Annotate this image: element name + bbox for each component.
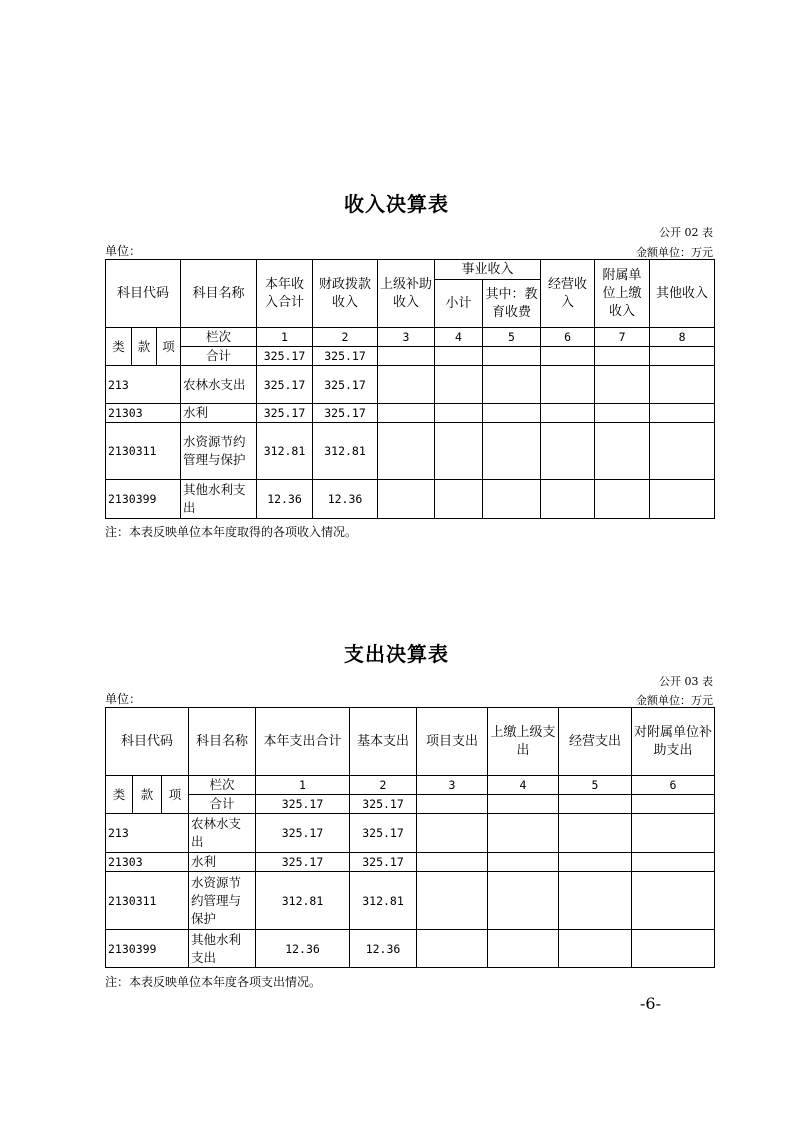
income-col-num: 4 — [435, 328, 483, 347]
expense-col-num: 6 — [632, 776, 715, 795]
income-header-kuan: 款 — [132, 328, 157, 366]
income-col-num: 8 — [650, 328, 715, 347]
expense-total-value: 325.17 — [350, 795, 417, 814]
subject-name: 其他水利支出 — [189, 930, 256, 968]
table-row — [106, 366, 715, 404]
income-header-operation: 经营收入 — [541, 260, 595, 328]
amount-total: 312.81 — [256, 872, 350, 930]
expense-form-number: 公开 03 表 — [659, 675, 713, 688]
expense-header-code: 科目代码 — [106, 708, 189, 776]
table-row — [106, 930, 715, 968]
income-header-affiliated: 附属单位上缴收入 — [595, 260, 650, 328]
subject-code: 2130311 — [106, 423, 181, 480]
income-header-edu-fee: 其中：教育收费 — [483, 280, 541, 328]
expense-col-num: 2 — [350, 776, 417, 795]
subject-name: 农林水支出 — [181, 366, 257, 404]
amount-basic: 312.81 — [350, 872, 417, 930]
expense-header-kuan: 款 — [133, 776, 162, 814]
table-row — [106, 480, 715, 519]
income-header-name: 科目名称 — [181, 260, 257, 328]
amount-total: 312.81 — [257, 423, 313, 480]
amount-fiscal: 325.17 — [313, 404, 378, 423]
subject-code: 213 — [106, 814, 189, 853]
income-total-value: 325.17 — [257, 347, 313, 366]
expense-header-total: 本年支出合计 — [256, 708, 350, 776]
expense-table — [105, 707, 715, 968]
income-unit-label: 单位： — [105, 244, 142, 258]
amount-total: 325.17 — [257, 404, 313, 423]
income-money-unit: 金额单位：万元 — [636, 246, 713, 259]
expense-title: 支出决算表 — [344, 642, 449, 666]
amount-total: 325.17 — [256, 814, 350, 853]
expense-header-superior: 上缴上级支出 — [488, 708, 559, 776]
income-title: 收入决算表 — [344, 192, 449, 216]
subject-code: 2130399 — [106, 480, 181, 519]
amount-basic: 325.17 — [350, 853, 417, 872]
table-row — [106, 423, 715, 480]
income-header-superior: 上级补助收入 — [378, 260, 435, 328]
expense-header-operation: 经营支出 — [559, 708, 632, 776]
subject-name: 水利 — [181, 404, 257, 423]
income-note: 注：本表反映单位本年度取得的各项收入情况。 — [105, 525, 358, 539]
subject-name: 水利 — [189, 853, 256, 872]
expense-header-basic: 基本支出 — [350, 708, 417, 776]
expense-header-project: 项目支出 — [417, 708, 488, 776]
income-header-xiang: 项 — [157, 328, 181, 366]
amount-basic: 325.17 — [350, 814, 417, 853]
subject-name: 水资源节约管理与保护 — [189, 872, 256, 930]
subject-code: 2130311 — [106, 872, 189, 930]
income-col-num: 6 — [541, 328, 595, 347]
subject-name: 水资源节约管理与保护 — [181, 423, 257, 480]
amount-fiscal: 312.81 — [313, 423, 378, 480]
expense-col-num: 1 — [256, 776, 350, 795]
income-header-other: 其他收入 — [650, 260, 715, 328]
amount-total: 325.17 — [256, 853, 350, 872]
page-number: -6- — [640, 994, 661, 1013]
income-col-num: 2 — [313, 328, 378, 347]
expense-col-num: 3 — [417, 776, 488, 795]
expense-header-affiliated: 对附属单位补助支出 — [632, 708, 715, 776]
income-header-lanci: 栏次 — [181, 328, 257, 347]
expense-header-lei: 类 — [106, 776, 133, 814]
expense-col-num: 4 — [488, 776, 559, 795]
income-header-total: 本年收入合计 — [257, 260, 313, 328]
income-header-fiscal: 财政拨款收入 — [313, 260, 378, 328]
amount-total: 12.36 — [257, 480, 313, 519]
amount-fiscal: 12.36 — [313, 480, 378, 519]
amount-basic: 12.36 — [350, 930, 417, 968]
table-row — [106, 853, 715, 872]
table-row — [106, 872, 715, 930]
expense-total-value: 325.17 — [256, 795, 350, 814]
subject-code: 21303 — [106, 404, 181, 423]
amount-total: 12.36 — [256, 930, 350, 968]
table-row — [106, 404, 715, 423]
income-col-num: 3 — [378, 328, 435, 347]
income-col-num: 7 — [595, 328, 650, 347]
income-header-code: 科目代码 — [106, 260, 181, 328]
subject-name: 其他水利支出 — [181, 480, 257, 519]
subject-code: 21303 — [106, 853, 189, 872]
income-header-subtotal: 小计 — [435, 280, 483, 328]
amount-total: 325.17 — [257, 366, 313, 404]
subject-name: 农林水支出 — [189, 814, 256, 853]
income-total-value: 325.17 — [313, 347, 378, 366]
income-header-lei: 类 — [106, 328, 132, 366]
income-col-num: 1 — [257, 328, 313, 347]
expense-col-num: 5 — [559, 776, 632, 795]
expense-total-label: 合计 — [189, 795, 256, 814]
income-col-num: 5 — [483, 328, 541, 347]
subject-code: 2130399 — [106, 930, 189, 968]
expense-money-unit: 金额单位：万元 — [636, 694, 713, 707]
income-form-number: 公开 02 表 — [659, 226, 713, 239]
income-header-business: 事业收入 — [435, 260, 541, 280]
amount-fiscal: 325.17 — [313, 366, 378, 404]
expense-header-lanci: 栏次 — [189, 776, 256, 795]
table-row — [106, 814, 715, 853]
expense-header-name: 科目名称 — [189, 708, 256, 776]
subject-code: 213 — [106, 366, 181, 404]
income-total-label: 合计 — [181, 347, 257, 366]
expense-header-xiang: 项 — [162, 776, 189, 814]
expense-note: 注：本表反映单位本年度各项支出情况。 — [105, 975, 322, 989]
expense-unit-label: 单位： — [105, 692, 142, 706]
income-table — [105, 259, 715, 519]
